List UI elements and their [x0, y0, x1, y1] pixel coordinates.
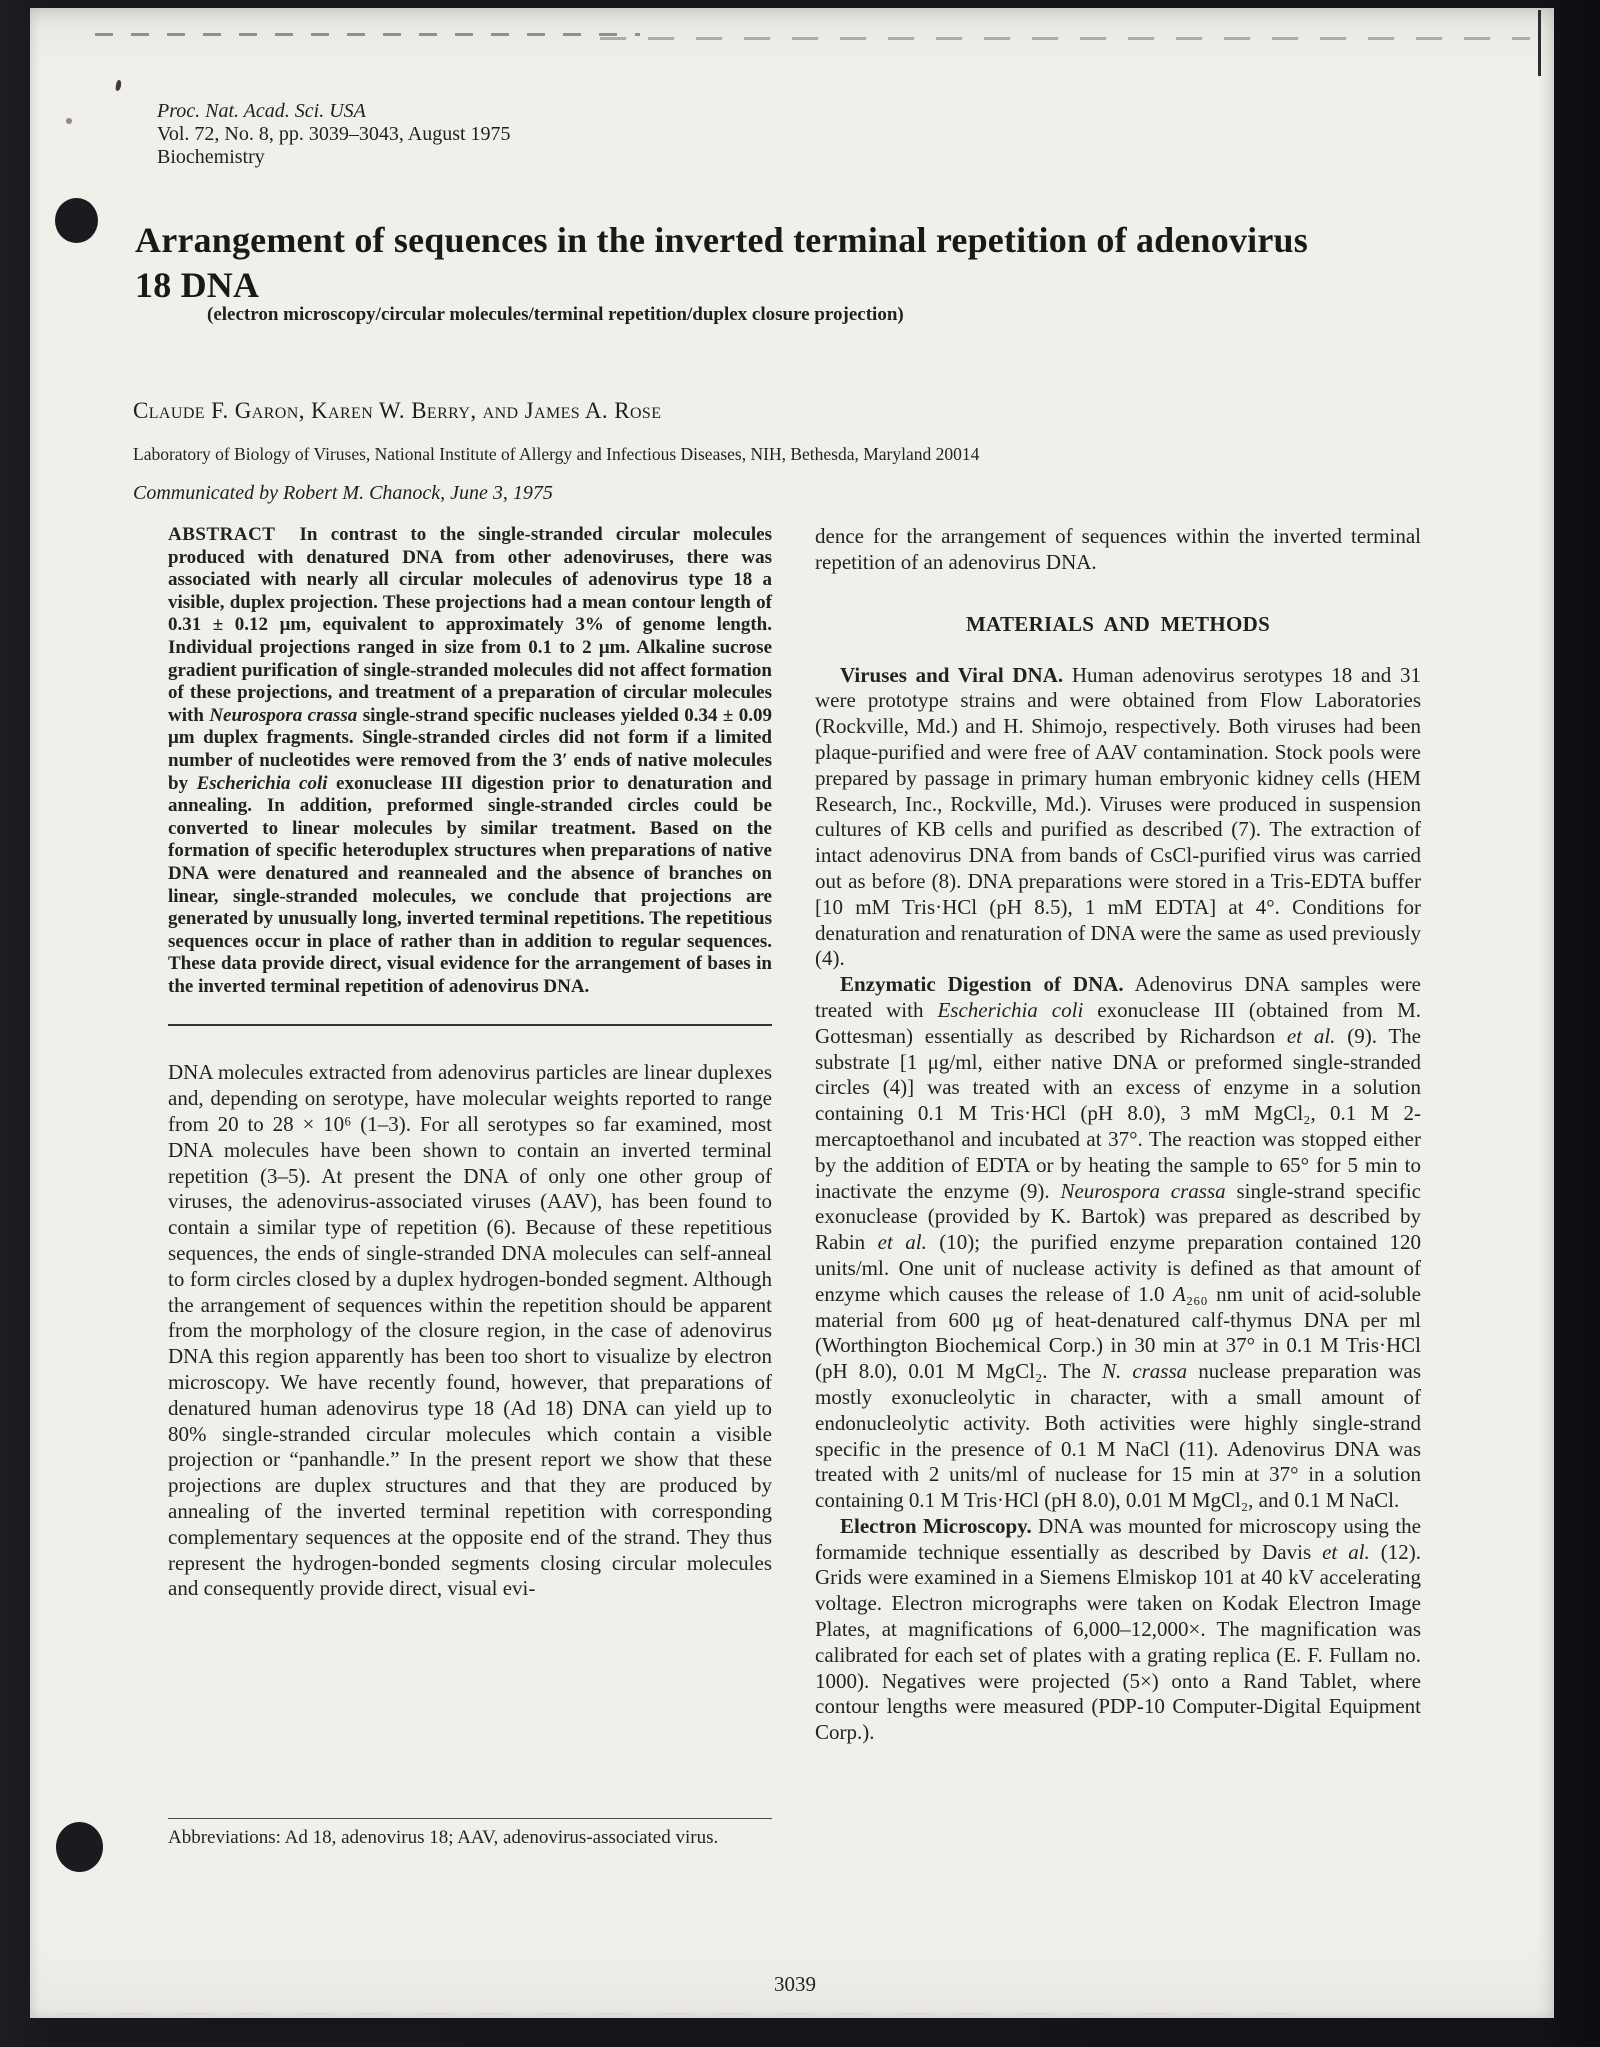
author-line: Claude F. Garon, Karen W. Berry, and James A. Rose [133, 398, 662, 423]
hole-punch-mark [56, 1822, 103, 1872]
journal-masthead [157, 100, 511, 169]
footnote-block [168, 1818, 772, 1849]
volume-issue-line: Vol. 72, No. 8, pp. 3039–3043, August 1975 [157, 123, 511, 145]
electron-microscopy-paragraph: Electron Microscopy. DNA was mounted for microscopy using the formamide technique essentially as described by Davis et al. (12). Grids were examined in a Siemens Elmiskop 101 at 40 kV accelerating voltage. Electron micrographs were taken on Kodak Electron Image Plates, at magnifications of 6,000–12,000×. The magnification was calibrated for each set of plates with a grating replica (E. F. Fullam no. 1000). Negatives were projected (5×) onto a Rand Tablet, where contour lengths were measured (PDP-10 Computer-Digital Equipment Corp.). [815, 1513, 1421, 1745]
scan-speck-artifact [66, 118, 72, 124]
page-number: 3039 [774, 1972, 816, 1996]
abstract-divider-rule [168, 1024, 772, 1026]
affiliation-line: Laboratory of Biology of Viruses, National Institute of Allergy and Infectious Diseases, NIH, Bethesda, Maryland 20014 [133, 444, 980, 464]
footnote-rule [168, 1818, 772, 1819]
abstract-text: In contrast to the single-stranded circular molecules produced with denatured DNA from other adenoviruses, there was associated with nearly all circular molecules of adenovirus type 18 a visible, duplex projection. These projections had a mean contour length of 0.31 ± 0.12 μm, equivalent to approximately 3% of genome length. Individual projections ranged in size from 0.1 to 2 μm. Alkaline sucrose gradient purification of single-stranded molecules did not affect formation of these projections, and treatment of a preparation of circular molecules with Neurospora crassa single-strand specific nucleases yielded 0.34 ± 0.09 μm duplex fragments. Single-stranded circles did not form if a limited number of nucleotides were removed from the 3′ ends of native molecules by Escherichia coli exonuclease III digestion prior to denaturation and annealing. In addition, preformed single-stranded circles could be converted to linear molecules by similar treatment. Based on the formation of specific heteroduplex structures when preparations of native DNA were denatured and reannealed and the absence of branches on linear, single-stranded molecules, we conclude that projections are generated by unusually long, inverted terminal repetitions. The repetitious sequences occur in place of rather than in addition to regular sequences. These data provide direct, visual evidence for the arrangement of bases in the inverted terminal repetition of adenovirus DNA. [168, 524, 772, 997]
keywords-line: (electron microscopy/circular molecules/terminal repetition/duplex closure projection) [207, 304, 904, 325]
paper-sheet [30, 8, 1554, 2018]
abbreviations-footnote: Abbreviations: Ad 18, adenovirus 18; AAV, adenovirus-associated virus. [168, 1827, 719, 1848]
continuation-paragraph: dence for the arrangement of sequences within the inverted terminal repetition of an adenovirus DNA. [815, 524, 1421, 574]
journal-section: Biochemistry [157, 146, 265, 168]
introduction-paragraph: DNA molecules extracted from adenovirus particles are linear duplexes and, depending on serotype, have molecular weights reported to range from 20 to 28 × 10⁶ (1–3). For all serotypes so far examined, most DNA molecules have been shown to contain an inverted terminal repetition (3–5). At present the DNA of only one other group of viruses, the adenovirus-associated viruses (AAV), has been found to contain a similar type of repetition (6). Because of these repetitious sequences, the ends of single-stranded DNA molecules can self-anneal to form circles closed by a duplex hydrogen-bonded segment. Although the arrangement of sequences within the repetition should be apparent from the morphology of the closure region, in the case of adenovirus DNA this region apparently has been too short to visualize by electron microscopy. We have recently found, however, that preparations of denatured human adenovirus type 18 (Ad 18) DNA can yield up to 80% single-stranded circular molecules which contain a visible projection or “panhandle.” In the present report we show that these projections are duplex structures and that they are produced by annealing of the inverted terminal repetition with corresponding complementary sequences at the opposite end of the strand. They thus represent the hydrogen-bonded segments closing circular molecules and consequently provide direct, visual evi- [168, 1060, 772, 1601]
abstract-label: ABSTRACT [168, 524, 276, 545]
journal-name: Proc. Nat. Acad. Sci. USA [157, 100, 366, 122]
scan-streak-artifact [600, 37, 1530, 40]
abstract-paragraph [168, 524, 772, 998]
materials-methods-heading: MATERIALS AND METHODS [965, 611, 1271, 636]
enzymatic-digestion-paragraph: Enzymatic Digestion of DNA. Adenovirus DNA samples were treated with Escherichia coli exonuclease III (obtained from M. Gottesman) essentially as described by Richardson et al. (9). The substrate [1 μg/ml, either native DNA or preformed single-stranded circles (4)] was treated with an excess of enzyme in a solution containing 0.1 M Tris·HCl (pH 8.0), 3 mM MgCl₂, 0.1 M 2-mercaptoethanol and incubated at 37°. The reaction was stopped either by the addition of EDTA or by heating the sample to 65° for 5 min to inactivate the enzyme (9). Neurospora crassa single-strand specific exonuclease (provided by K. Bartok) was prepared as described by Rabin et al. (10); the purified enzyme preparation contained 120 units/ml. One unit of nuclease activity is defined as that amount of enzyme which causes the release of 1.0 A₂₆₀ nm unit of acid-soluble material from 600 μg of heat-denatured calf-thymus DNA per ml (Worthington Biochemical Corp.) in 30 min at 37° in 0.1 M Tris·HCl (pH 8.0), 0.01 M MgCl₂. The N. crassa nuclease preparation was mostly exonucleolytic in character, with a small amount of endonucleolytic activity. Both activities were highly single-strand specific in the presence of 0.1 M NaCl (11). Adenovirus DNA was treated with 2 units/ml of nuclease for 15 min at 37° in a solution containing 0.1 M Tris·HCl (pH 8.0), 0.01 M MgCl₂, and 0.1 M NaCl. [815, 972, 1422, 1513]
communicated-line: Communicated by Robert M. Chanock, June 3, 1975 [133, 482, 553, 504]
left-column [168, 524, 772, 1602]
scan-streak-artifact [95, 33, 640, 36]
article-title: Arrangement of sequences in the inverted terminal repetition of adenovirus 18 DNA [135, 220, 1308, 306]
hole-punch-mark [55, 198, 98, 243]
viruses-viral-dna-paragraph: Viruses and Viral DNA. Human adenovirus serotypes 18 and 31 were prototype strains and were obtained from Flow Laboratories (Rockville, Md.) and H. Shimojo, respectively. Both viruses had been plaque-purified and were free of AAV contamination. Stock pools were prepared by passage in primary human embryonic kidney cells (HEM Research, Inc., Rockville, Md.). Viruses were produced in suspension cultures of KB cells and purified as described (7). The extraction of intact adenovirus DNA from bands of CsCl-purified virus was carried out as before (8). DNA preparations were stored in a Tris-EDTA buffer [10 mM Tris·HCl (pH 8.5), 1 mM EDTA] at 4°. Conditions for denaturation and renaturation of DNA were the same as used previously (4). [815, 662, 1421, 971]
right-column [815, 524, 1421, 1746]
scan-edge-line-artifact [1538, 10, 1541, 76]
scan-streak-artifact [58, 2013, 1313, 2015]
